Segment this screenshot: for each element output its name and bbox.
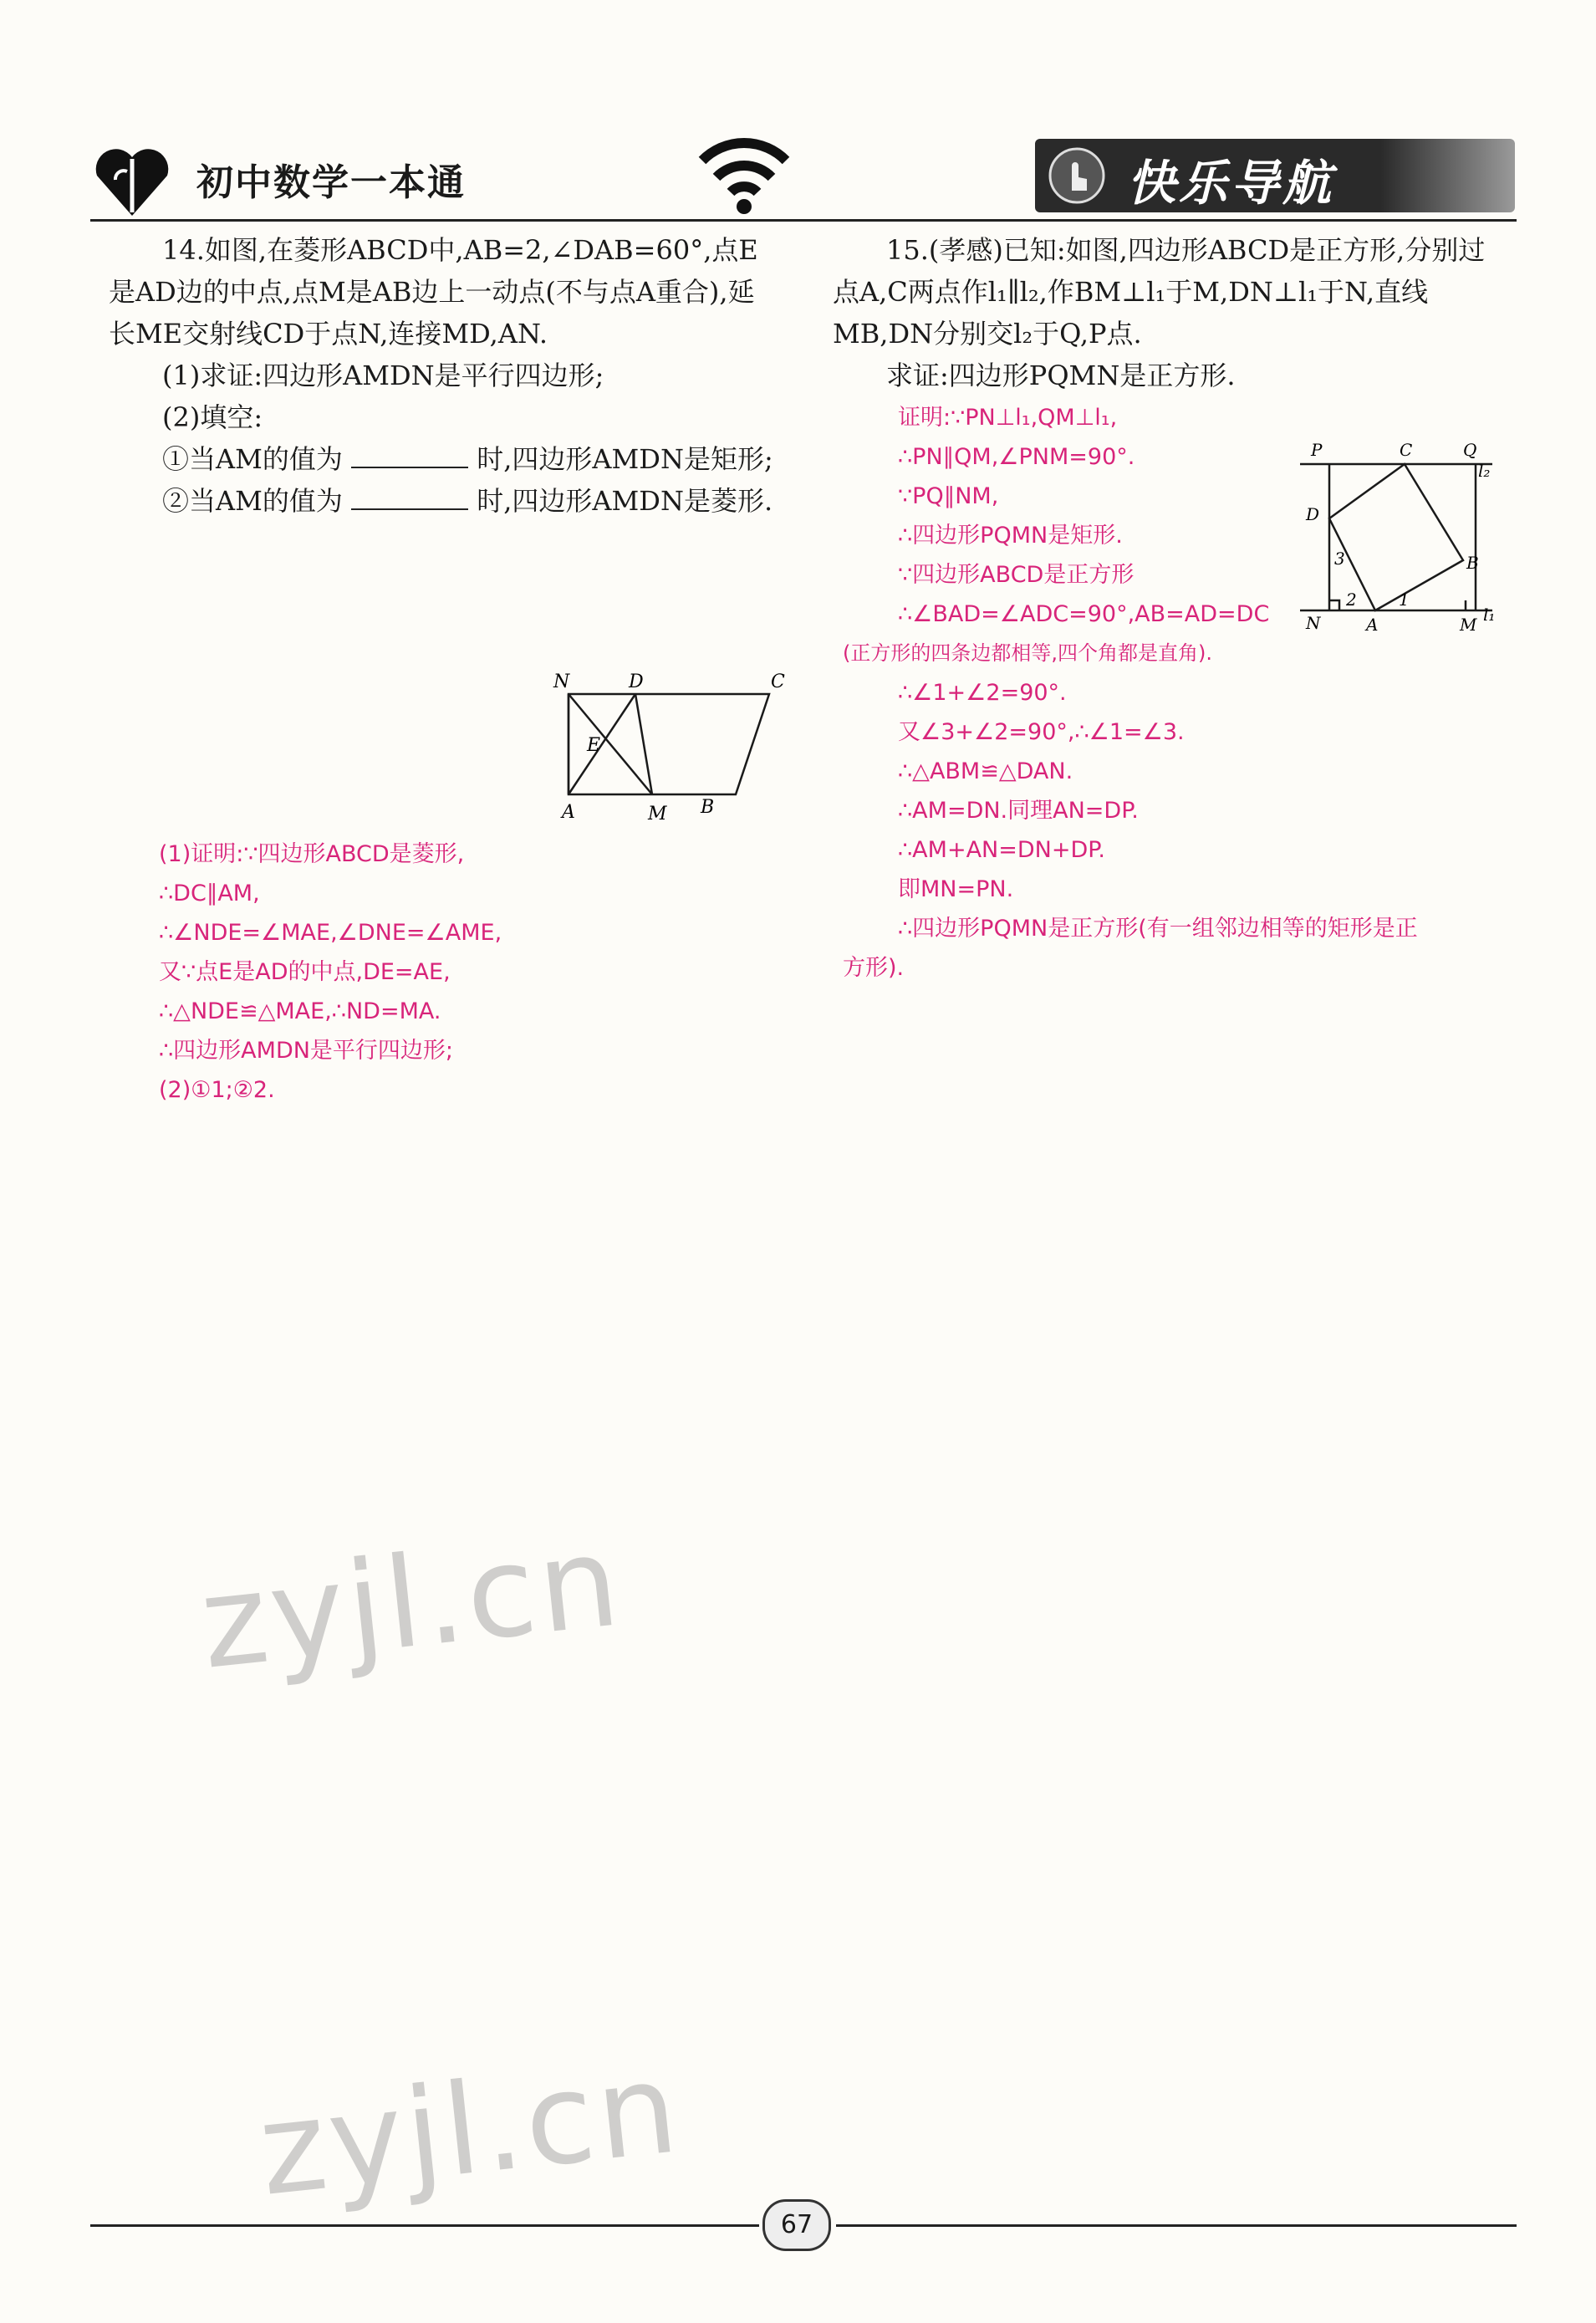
heart-logo-icon bbox=[90, 142, 174, 217]
label-A: A bbox=[562, 802, 575, 823]
q14-figure bbox=[543, 669, 794, 828]
q15-answer-line: ∴四边形PQMN是矩形. bbox=[898, 523, 1123, 549]
label-A: A bbox=[1366, 615, 1379, 635]
nav-banner bbox=[1035, 139, 1515, 212]
q15-answer-line: ∴∠1+∠2=90°. bbox=[898, 680, 1067, 706]
label-C: C bbox=[1400, 440, 1413, 460]
answer-blank[interactable] bbox=[351, 508, 468, 510]
q15-stem: 15.(孝感)已知:如图,四边形ABCD是正方形,分别过点A,C两点作l₁∥l₂,作BM⊥l₁于M,DN⊥l₁于N,直线MB,DN分别交l₂于Q,P点. bbox=[833, 234, 1486, 350]
footer bbox=[0, 2191, 1596, 2274]
q15-answer-line: 即MN=PN. bbox=[898, 876, 1014, 902]
label-l2: l₂ bbox=[1478, 461, 1491, 481]
label-D: D bbox=[1306, 504, 1320, 524]
watermark: zyjl.cn bbox=[194, 1509, 629, 1698]
label-1: 1 bbox=[1399, 590, 1410, 610]
label-D: D bbox=[629, 671, 644, 692]
label-Q: Q bbox=[1463, 440, 1477, 460]
footer-rule-left bbox=[90, 2224, 759, 2227]
question-14 bbox=[109, 229, 778, 522]
watermark: zyjl.cn bbox=[252, 2035, 687, 2224]
header bbox=[0, 0, 1596, 226]
footer-rule-right bbox=[836, 2224, 1517, 2227]
header-rule bbox=[90, 219, 1517, 222]
label-l1: l₁ bbox=[1483, 605, 1496, 625]
page-number: 67 bbox=[762, 2199, 831, 2251]
label-N: N bbox=[553, 671, 570, 692]
label-P: P bbox=[1311, 440, 1323, 460]
brand-title: 初中数学一本通 bbox=[196, 161, 466, 204]
q15-answer-line: ∴PN∥QM,∠PNM=90°. bbox=[898, 444, 1135, 470]
hand-pointer-icon bbox=[1047, 146, 1107, 206]
label-B: B bbox=[1466, 553, 1479, 573]
q14-part2-2 bbox=[109, 480, 778, 522]
label-C: C bbox=[771, 671, 785, 692]
label-2: 2 bbox=[1346, 590, 1357, 610]
question-15 bbox=[833, 229, 1510, 396]
q15-answer-line: ∴△ABM≌△DAN. bbox=[898, 758, 1073, 784]
q14-part2-1-tail: 时,四边形AMDN是矩形; bbox=[477, 443, 773, 475]
answer-blank[interactable] bbox=[351, 467, 468, 468]
q15-prove: 求证:四边形PQMN是正方形. bbox=[886, 360, 1236, 391]
q15-answer-line: 方形). bbox=[843, 955, 905, 981]
q15-answer-line: ∴AM=DN.同理AN=DP. bbox=[898, 798, 1139, 824]
q14-answer-line: ∴△NDE≌△MAE,∴ND=MA. bbox=[159, 998, 441, 1024]
q15-answer-line: ∵四边形ABCD是正方形 bbox=[898, 562, 1135, 588]
label-E: E bbox=[587, 735, 601, 756]
q14-part2-2-lead: ②当AM的值为 bbox=[162, 485, 343, 517]
q14-part2-2-tail: 时,四边形AMDN是菱形. bbox=[477, 485, 773, 517]
q14-answer-line: ∴DC∥AM, bbox=[159, 881, 260, 906]
q15-answer-line: ∴∠BAD=∠ADC=90°,AB=AD=DC bbox=[898, 601, 1270, 627]
q14-part2-1 bbox=[109, 438, 778, 480]
q14-part1: (1)求证:四边形AMDN是平行四边形; bbox=[162, 360, 604, 391]
q15-answer-line: 证明:∵PN⊥l₁,QM⊥l₁, bbox=[898, 405, 1118, 431]
nav-title: 快乐导航 bbox=[1127, 155, 1335, 212]
label-B: B bbox=[701, 797, 715, 818]
q15-answer-line: ∴AM+AN=DN+DP. bbox=[898, 837, 1105, 863]
q15-answer-line: ∵PQ∥NM, bbox=[898, 483, 999, 509]
label-M: M bbox=[648, 804, 667, 825]
q15-answer-line: (正方形的四条边都相等,四个角都是直角). bbox=[843, 641, 1212, 665]
label-M: M bbox=[1460, 615, 1477, 635]
q14-answer-line: 又∵点E是AD的中点,DE=AE, bbox=[159, 959, 451, 985]
q15-answer-line: 又∠3+∠2=90°,∴∠1=∠3. bbox=[898, 719, 1185, 745]
label-3: 3 bbox=[1334, 549, 1345, 569]
label-N: N bbox=[1306, 613, 1321, 633]
q15-answer-line: ∴四边形PQMN是正方形(有一组邻边相等的矩形是正 bbox=[898, 916, 1418, 942]
q14-answer-line: ∴四边形AMDN是平行四边形; bbox=[159, 1038, 454, 1064]
q14-answer-line: (2)①1;②2. bbox=[159, 1077, 275, 1103]
q14-answer bbox=[159, 835, 794, 1110]
q14-answer-line: ∴∠NDE=∠MAE,∠DNE=∠AME, bbox=[159, 920, 502, 946]
q15-answer bbox=[843, 398, 1512, 988]
q14-stem: 14.如图,在菱形ABCD中,AB=2,∠DAB=60°,点E是AD边的中点,点M是AB边上一动点(不与点A重合),延长ME交射线CD于点N,连接MD,AN. bbox=[109, 234, 758, 350]
q14-part2-1-lead: ①当AM的值为 bbox=[162, 443, 343, 475]
wifi-icon bbox=[694, 127, 794, 215]
q14-part2: (2)填空: bbox=[162, 401, 263, 433]
q14-answer-line: (1)证明:∵四边形ABCD是菱形, bbox=[159, 841, 465, 867]
